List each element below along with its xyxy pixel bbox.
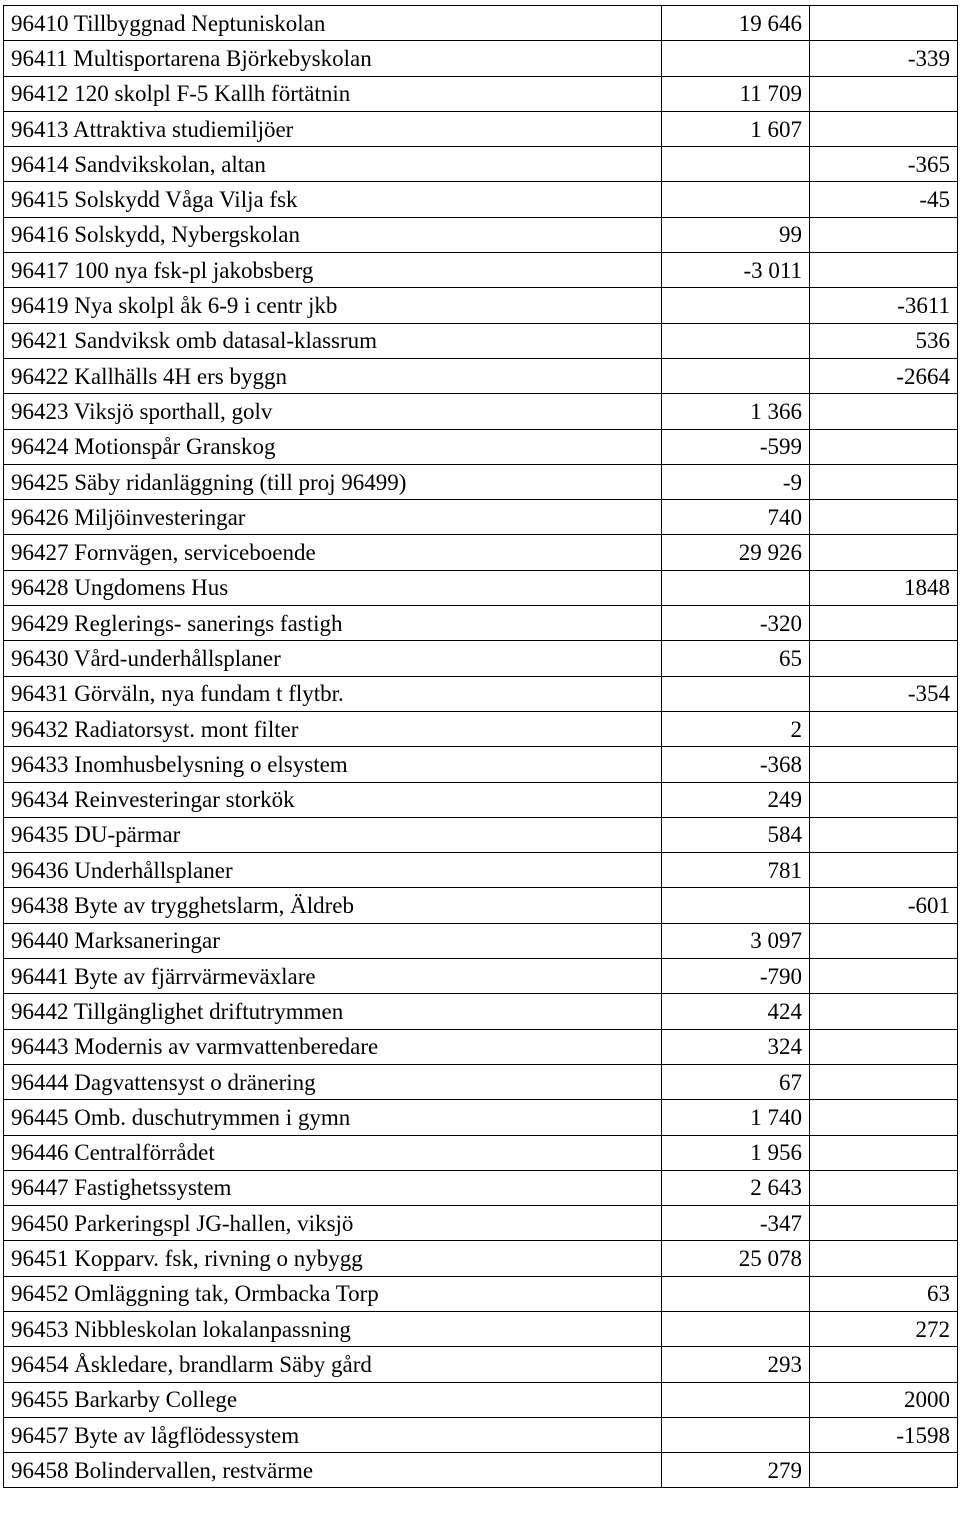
table-row bbox=[4, 535, 958, 570]
table-row bbox=[4, 1417, 958, 1452]
amount-cell-b bbox=[810, 111, 958, 146]
project-label-cell: 96426 Miljöinvesteringar bbox=[4, 500, 662, 535]
project-label-cell: 96441 Byte av fjärrvärmeväxlare bbox=[4, 959, 662, 994]
table-row bbox=[4, 711, 958, 746]
project-label-cell: 96422 Kallhälls 4H ers byggn bbox=[4, 358, 662, 393]
table-row bbox=[4, 747, 958, 782]
amount-cell-a: -599 bbox=[662, 429, 810, 464]
table-row bbox=[4, 1311, 958, 1346]
table-row bbox=[4, 323, 958, 358]
project-label-cell: 96415 Solskydd Våga Vilja fsk bbox=[4, 182, 662, 217]
amount-cell-a: 279 bbox=[662, 1453, 810, 1488]
table-row bbox=[4, 1453, 958, 1488]
amount-cell-b: 63 bbox=[810, 1276, 958, 1311]
ledger-body bbox=[4, 6, 958, 1488]
project-label-cell: 96416 Solskydd, Nybergskolan bbox=[4, 217, 662, 252]
project-label-cell: 96442 Tillgänglighet driftutrymmen bbox=[4, 994, 662, 1029]
project-label-cell: 96451 Kopparv. fsk, rivning o nybygg bbox=[4, 1241, 662, 1276]
amount-cell-b bbox=[810, 464, 958, 499]
amount-cell-a: 67 bbox=[662, 1064, 810, 1099]
project-ledger-table bbox=[3, 5, 958, 1488]
project-label-cell: 96455 Barkarby College bbox=[4, 1382, 662, 1417]
table-row bbox=[4, 853, 958, 888]
table-row bbox=[4, 6, 958, 41]
table-row bbox=[4, 570, 958, 605]
project-label-cell: 96438 Byte av trygghetslarm, Äldreb bbox=[4, 888, 662, 923]
project-label-cell: 96413 Attraktiva studiemiljöer bbox=[4, 111, 662, 146]
table-row bbox=[4, 1206, 958, 1241]
amount-cell-a bbox=[662, 323, 810, 358]
amount-cell-b bbox=[810, 1135, 958, 1170]
amount-cell-a: 99 bbox=[662, 217, 810, 252]
table-row bbox=[4, 217, 958, 252]
project-label-cell: 96431 Görväln, nya fundam t flytbr. bbox=[4, 676, 662, 711]
project-label-cell: 96453 Nibbleskolan lokalanpassning bbox=[4, 1311, 662, 1346]
amount-cell-a: 29 926 bbox=[662, 535, 810, 570]
amount-cell-a: -320 bbox=[662, 606, 810, 641]
amount-cell-a: 424 bbox=[662, 994, 810, 1029]
amount-cell-a: 11 709 bbox=[662, 76, 810, 111]
amount-cell-a bbox=[662, 1382, 810, 1417]
amount-cell-b bbox=[810, 1170, 958, 1205]
amount-cell-b bbox=[810, 1453, 958, 1488]
amount-cell-a: 324 bbox=[662, 1029, 810, 1064]
amount-cell-a bbox=[662, 1276, 810, 1311]
amount-cell-b bbox=[810, 1064, 958, 1099]
amount-cell-a: 584 bbox=[662, 817, 810, 852]
project-label-cell: 96446 Centralförrådet bbox=[4, 1135, 662, 1170]
amount-cell-b bbox=[810, 711, 958, 746]
amount-cell-a: 25 078 bbox=[662, 1241, 810, 1276]
amount-cell-a bbox=[662, 570, 810, 605]
table-row bbox=[4, 606, 958, 641]
project-label-cell: 96436 Underhållsplaner bbox=[4, 853, 662, 888]
amount-cell-b bbox=[810, 994, 958, 1029]
amount-cell-b bbox=[810, 1347, 958, 1382]
amount-cell-b bbox=[810, 782, 958, 817]
amount-cell-b bbox=[810, 959, 958, 994]
project-label-cell: 96432 Radiatorsyst. mont filter bbox=[4, 711, 662, 746]
project-label-cell: 96428 Ungdomens Hus bbox=[4, 570, 662, 605]
table-row bbox=[4, 817, 958, 852]
table-row bbox=[4, 182, 958, 217]
table-row bbox=[4, 76, 958, 111]
amount-cell-a bbox=[662, 676, 810, 711]
amount-cell-b bbox=[810, 535, 958, 570]
amount-cell-a: -368 bbox=[662, 747, 810, 782]
amount-cell-a: 740 bbox=[662, 500, 810, 535]
table-row bbox=[4, 1135, 958, 1170]
project-label-cell: 96447 Fastighetssystem bbox=[4, 1170, 662, 1205]
amount-cell-b: -354 bbox=[810, 676, 958, 711]
project-label-cell: 96429 Reglerings- sanerings fastigh bbox=[4, 606, 662, 641]
amount-cell-b: -339 bbox=[810, 41, 958, 76]
amount-cell-b bbox=[810, 217, 958, 252]
amount-cell-a: 293 bbox=[662, 1347, 810, 1382]
amount-cell-a: 781 bbox=[662, 853, 810, 888]
amount-cell-a: -347 bbox=[662, 1206, 810, 1241]
project-label-cell: 96458 Bolindervallen, restvärme bbox=[4, 1453, 662, 1488]
amount-cell-a: -790 bbox=[662, 959, 810, 994]
table-row bbox=[4, 782, 958, 817]
project-label-cell: 96417 100 nya fsk-pl jakobsberg bbox=[4, 253, 662, 288]
amount-cell-a: -3 011 bbox=[662, 253, 810, 288]
project-label-cell: 96450 Parkeringspl JG-hallen, viksjö bbox=[4, 1206, 662, 1241]
project-label-cell: 96452 Omläggning tak, Ormbacka Torp bbox=[4, 1276, 662, 1311]
amount-cell-b: -1598 bbox=[810, 1417, 958, 1452]
table-row bbox=[4, 394, 958, 429]
table-row bbox=[4, 923, 958, 958]
amount-cell-b bbox=[810, 606, 958, 641]
project-label-cell: 96457 Byte av lågflödessystem bbox=[4, 1417, 662, 1452]
project-label-cell: 96424 Motionspår Granskog bbox=[4, 429, 662, 464]
project-label-cell: 96454 Åskledare, brandlarm Säby gård bbox=[4, 1347, 662, 1382]
table-row bbox=[4, 358, 958, 393]
table-row bbox=[4, 41, 958, 76]
amount-cell-a bbox=[662, 288, 810, 323]
table-row bbox=[4, 1382, 958, 1417]
amount-cell-a: 1 740 bbox=[662, 1100, 810, 1135]
amount-cell-b: 2000 bbox=[810, 1382, 958, 1417]
table-row bbox=[4, 500, 958, 535]
project-label-cell: 96423 Viksjö sporthall, golv bbox=[4, 394, 662, 429]
amount-cell-a: 1 956 bbox=[662, 1135, 810, 1170]
table-row bbox=[4, 1241, 958, 1276]
amount-cell-a bbox=[662, 41, 810, 76]
amount-cell-b bbox=[810, 253, 958, 288]
table-row bbox=[4, 147, 958, 182]
amount-cell-a bbox=[662, 1311, 810, 1346]
project-label-cell: 96433 Inomhusbelysning o elsystem bbox=[4, 747, 662, 782]
amount-cell-b: 1848 bbox=[810, 570, 958, 605]
amount-cell-b bbox=[810, 1241, 958, 1276]
table-row bbox=[4, 676, 958, 711]
amount-cell-a: 1 607 bbox=[662, 111, 810, 146]
table-row bbox=[4, 1029, 958, 1064]
amount-cell-a bbox=[662, 358, 810, 393]
table-row bbox=[4, 464, 958, 499]
table-row bbox=[4, 959, 958, 994]
amount-cell-b bbox=[810, 641, 958, 676]
amount-cell-b bbox=[810, 923, 958, 958]
amount-cell-b bbox=[810, 429, 958, 464]
amount-cell-b bbox=[810, 853, 958, 888]
amount-cell-b bbox=[810, 500, 958, 535]
amount-cell-b bbox=[810, 76, 958, 111]
amount-cell-b: -2664 bbox=[810, 358, 958, 393]
table-row bbox=[4, 1064, 958, 1099]
table-row bbox=[4, 641, 958, 676]
project-label-cell: 96414 Sandvikskolan, altan bbox=[4, 147, 662, 182]
amount-cell-a: 2 643 bbox=[662, 1170, 810, 1205]
project-label-cell: 96411 Multisportarena Björkebyskolan bbox=[4, 41, 662, 76]
amount-cell-a: -9 bbox=[662, 464, 810, 499]
amount-cell-b: -601 bbox=[810, 888, 958, 923]
project-label-cell: 96440 Marksaneringar bbox=[4, 923, 662, 958]
amount-cell-b: -3611 bbox=[810, 288, 958, 323]
amount-cell-b: -365 bbox=[810, 147, 958, 182]
project-label-cell: 96443 Modernis av varmvattenberedare bbox=[4, 1029, 662, 1064]
project-label-cell: 96421 Sandviksk omb datasal-klassrum bbox=[4, 323, 662, 358]
amount-cell-a: 3 097 bbox=[662, 923, 810, 958]
amount-cell-a: 249 bbox=[662, 782, 810, 817]
amount-cell-b bbox=[810, 1206, 958, 1241]
amount-cell-a: 2 bbox=[662, 711, 810, 746]
project-label-cell: 96427 Fornvägen, serviceboende bbox=[4, 535, 662, 570]
project-label-cell: 96430 Vård-underhållsplaner bbox=[4, 641, 662, 676]
amount-cell-a: 65 bbox=[662, 641, 810, 676]
table-row bbox=[4, 994, 958, 1029]
table-row bbox=[4, 1276, 958, 1311]
amount-cell-a: 1 366 bbox=[662, 394, 810, 429]
amount-cell-b bbox=[810, 747, 958, 782]
table-row bbox=[4, 1170, 958, 1205]
amount-cell-b bbox=[810, 394, 958, 429]
table-row bbox=[4, 888, 958, 923]
amount-cell-a bbox=[662, 182, 810, 217]
table-row bbox=[4, 288, 958, 323]
amount-cell-b bbox=[810, 1029, 958, 1064]
project-label-cell: 96425 Säby ridanläggning (till proj 96499) bbox=[4, 464, 662, 499]
project-label-cell: 96410 Tillbyggnad Neptuniskolan bbox=[4, 6, 662, 41]
table-row bbox=[4, 1100, 958, 1135]
table-row bbox=[4, 429, 958, 464]
amount-cell-a bbox=[662, 147, 810, 182]
amount-cell-b bbox=[810, 1100, 958, 1135]
project-label-cell: 96444 Dagvattensyst o dränering bbox=[4, 1064, 662, 1099]
amount-cell-b bbox=[810, 817, 958, 852]
table-row bbox=[4, 1347, 958, 1382]
project-label-cell: 96445 Omb. duschutrymmen i gymn bbox=[4, 1100, 662, 1135]
amount-cell-b bbox=[810, 6, 958, 41]
amount-cell-a bbox=[662, 1417, 810, 1452]
project-label-cell: 96434 Reinvesteringar storkök bbox=[4, 782, 662, 817]
amount-cell-b: 272 bbox=[810, 1311, 958, 1346]
amount-cell-b: 536 bbox=[810, 323, 958, 358]
project-label-cell: 96435 DU-pärmar bbox=[4, 817, 662, 852]
table-row bbox=[4, 111, 958, 146]
project-label-cell: 96419 Nya skolpl åk 6-9 i centr jkb bbox=[4, 288, 662, 323]
amount-cell-a bbox=[662, 888, 810, 923]
table-row bbox=[4, 253, 958, 288]
amount-cell-a: 19 646 bbox=[662, 6, 810, 41]
amount-cell-b: -45 bbox=[810, 182, 958, 217]
project-label-cell: 96412 120 skolpl F-5 Kallh förtätnin bbox=[4, 76, 662, 111]
